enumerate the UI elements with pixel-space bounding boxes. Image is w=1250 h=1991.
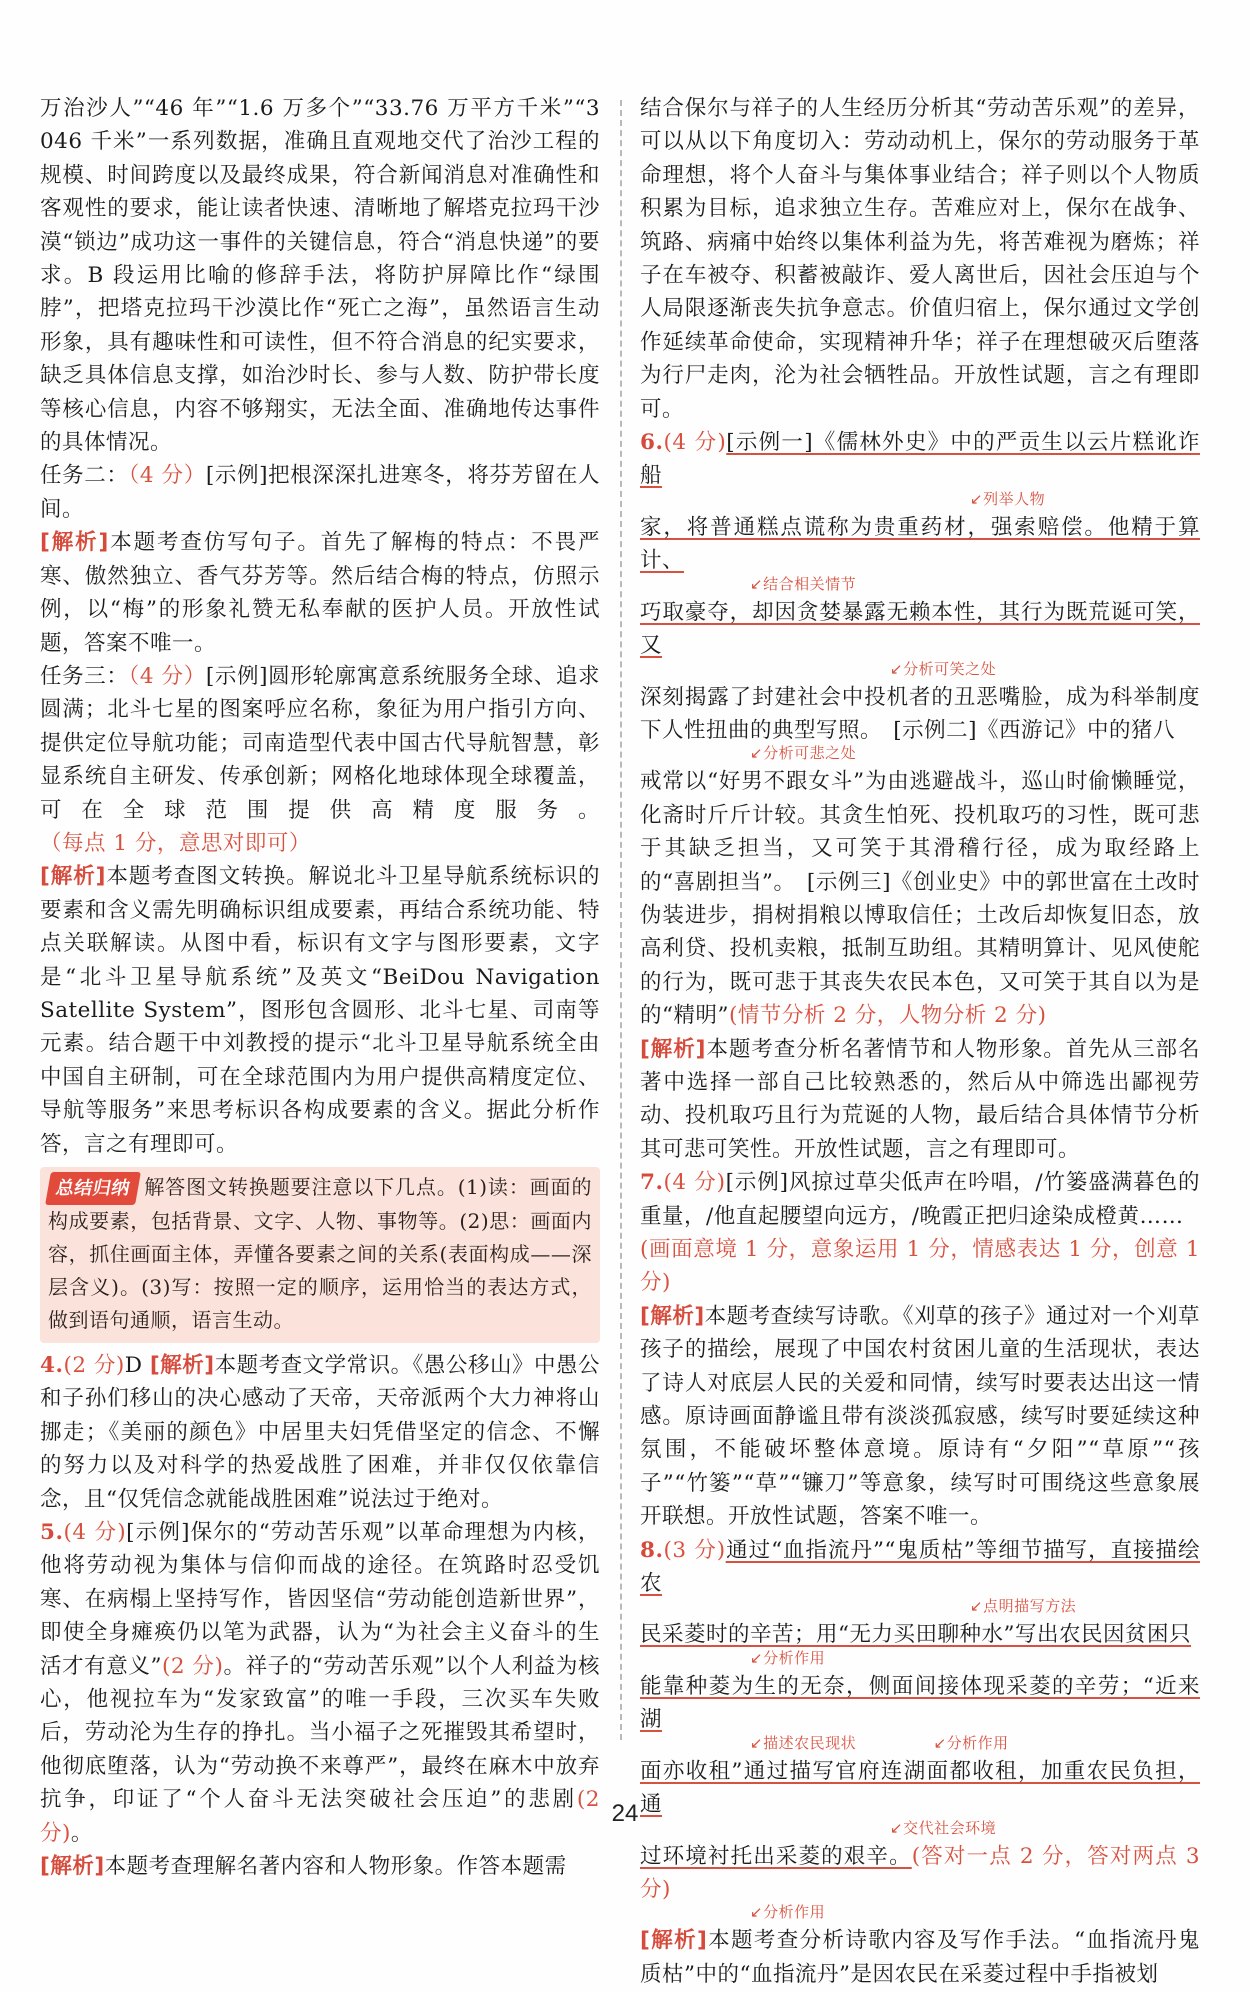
q8-line-5 <box>640 1840 1200 1907</box>
q6-note-2-text: 结合相关情节 <box>763 574 857 593</box>
q6-line-2: 家，将普通糕点谎称为贵重药材，强索赔偿。他精于算计、 <box>640 514 1200 574</box>
task3-analysis-text: 本题考查图文转换。解说北斗卫星导航系统标识的要素和含义需先明确标识组成要素，再结合系统功能、特点关联解读。从图中看，标识有文字与图形要素，文字是“北斗卫星导航系统”及英文“BeiDou Navigation Satellite System”，图形包含圆形、北斗七星、司南等元素。结合题干中刘教授的提示“北斗卫星导航系统全由中国自主研制，可在全球范围内为用户提供高精度定位、导航等服务”来思考标识各构成要素的含义。据此分析作答，言之有理即可。 <box>40 864 600 1157</box>
q5-end: 。 <box>70 1820 93 1846</box>
analysis-tag: [解析] <box>40 1854 105 1880</box>
q8-line-5-text: 过环境衬托出采菱的艰辛。 <box>640 1843 912 1869</box>
q7-text: [示例]风掠过草尖低声在吟唱，/竹篓盛满暮色的重量，/他直起腰望向远方，/晚霞正把归途染成橙黄…… <box>640 1170 1200 1229</box>
q7-score: (4 分) <box>663 1170 726 1196</box>
q8-score: (3 分) <box>663 1537 726 1563</box>
task2-score: （4 分） <box>128 463 206 489</box>
q7-score-detail: (画面意境 1 分，意象运用 1 分，情感表达 1 分，创意 1 分) <box>640 1237 1200 1296</box>
q6-note-2: ↙结合相关情节 <box>750 574 857 593</box>
q6-line-1: [示例一]《儒林外史》中的严贡生以云片糕讹诈船 <box>640 430 1200 489</box>
q8-line-1: 通过“血指流丹”“鬼质枯”等细节描写，直接描绘农 <box>640 1537 1200 1597</box>
q8-note-4-text: 交代社会环境 <box>903 1818 997 1837</box>
q6-note-4: ↙分析可悲之处 <box>750 744 857 763</box>
q8-note-2-text: 分析作用 <box>763 1648 826 1667</box>
q7-analysis <box>640 1300 1200 1534</box>
summary-text: 解答图文转换题要注意以下几点。(1)读：画面的构成要素，包括背景、文字、人物、事物等。(2)思：画面内容，抓住画面主体，弄懂各要素之间的关系(表面构成——深层含义)。(3)写：按照一定的顺序，运用恰当的表达方式，做到语句通顺，语言生动。 <box>48 1175 592 1332</box>
q5-text-b: 。祥子的“劳动苦乐观”以个人利益为核心，他视拉车为“发家致富”的唯一手段，三次买车失败后，劳动沦为生存的挣扎。当小福子之死摧毁其希望时，他彻底堕落，认为“劳动换不来尊严”，最终在麻木中放弃抗争，印证了“个人奋斗无法突破社会压迫”的悲剧 <box>40 1653 600 1813</box>
task3-text: [示例]圆形轮廓寓意系统服务全球、追求圆满；北斗七星的图案呼应名称，象征为用户指引方向、提供定位导航功能；司南造型代表中国古代导航智慧，彰显系统自主研发、传承创新；网格化地球体现全球覆盖，可在全球范围提供高精度服务。 <box>40 663 600 823</box>
q5-analysis-continued: 结合保尔与祥子的人生经历分析其“劳动苦乐观”的差异，可以从以下角度切入：劳动动机上，保尔的劳动服务于革命理想，将个人奋斗与集体事业结合；祥子则以个人物质积累为目标，追求独立生存。苦难应对上，保尔在战争、筑路、病痛中始终以集体利益为先，将苦难视为磨炼；祥子在车被夺、积蓄被敲诈、爱人离世后，因社会压迫与个人局限逐渐丧失抗争意志。价值归宿上，保尔通过文学创作延续革命使命，实现精神升华；祥子在理想破灭后堕落为行尸走肉，沦为社会牺牲品。开放性试题，言之有理即可。 <box>640 96 1200 422</box>
task2-text: [示例]把根深深扎进寒冬，将芬芳留在人间。 <box>40 463 600 522</box>
analysis-tag: [解析] <box>640 1303 705 1329</box>
question-7 <box>640 1166 1200 1233</box>
task3-analysis <box>40 860 600 1161</box>
q5-number: 5. <box>40 1520 64 1546</box>
q5-score-b: (2 分) <box>40 1787 600 1846</box>
task3-points: （每点 1 分，意思对即可） <box>40 830 311 856</box>
q5-score-a: (2 分) <box>161 1653 224 1679</box>
task3-score: （4 分） <box>128 663 206 689</box>
question-6-line-1 <box>640 426 1200 493</box>
q8-note-5-text: 分析作用 <box>763 1903 826 1922</box>
analysis-tag: [解析] <box>149 1353 215 1378</box>
q8-note-2: ↙分析作用 <box>750 1648 826 1667</box>
summary-box <box>40 1167 600 1343</box>
q8-analysis-text: 本题考查分析诗歌内容及写作手法。“血指流丹鬼质枯”中的“血指流丹”是因农民在采菱过程中手指被划 <box>640 1928 1200 1987</box>
q8-note-1: ↙点明描写方法 <box>970 1597 1077 1616</box>
analysis-tag: [解析] <box>40 530 109 556</box>
q5-text-a: [示例]保尔的“劳动苦乐观”以革命理想为内核，他将劳动视为集体与信仰而战的途径。在筑路时忍受饥寒、在病榻上坚持写作，皆因坚信“劳动能创造新世界”，即使全身瘫痪仍以笔为武器，认为“为社会主义奋斗的生活才有意义” <box>40 1520 600 1679</box>
q6-number: 6. <box>640 430 664 456</box>
column-divider <box>620 100 622 1740</box>
analysis-tag: [解析] <box>40 864 107 890</box>
question-8-line-1 <box>640 1534 1200 1601</box>
q8-note-4: ↙交代社会环境 <box>890 1818 997 1837</box>
q8-line-3: 能靠种菱为生的无奈，侧面间接体现采菱的辛劳；“近来湖 <box>640 1673 1200 1733</box>
q6-analysis <box>640 1033 1200 1167</box>
task3-answer <box>40 660 600 860</box>
q8-note-3: ↙描述农民现状 ↙分析作用 <box>750 1733 1009 1752</box>
q8-analysis <box>640 1924 1200 1991</box>
task2-analysis-text: 本题考查仿写句子。首先了解梅的特点：不畏严寒、傲然独立、香气芬芳等。然后结合梅的特点，仿照示例，以“梅”的形象礼赞无私奉献的医护人员。开放性试题，答案不唯一。 <box>40 530 600 656</box>
task2-label: 任务二： <box>40 463 129 489</box>
analysis-tag: [解析] <box>640 1928 708 1954</box>
q6-note-4-text: 分析可悲之处 <box>763 744 857 763</box>
q8-score-detail: (答对一点 2 分，答对两点 3 分) <box>640 1843 1200 1902</box>
summary-badge: 总结归纳 <box>45 1172 141 1205</box>
q6-note-3-text: 分析可笑之处 <box>903 659 997 678</box>
q6-line-4: 深刻揭露了封建社会中投机者的丑恶嘴脸，成为科举制度下人性扭曲的典型写照。 [示例二]《西游记》中的猪八 <box>640 684 1200 743</box>
q5-score: (4 分) <box>63 1520 127 1546</box>
q6-score: (4 分) <box>663 430 727 456</box>
task2-answer <box>40 459 600 526</box>
q6-note-1: ↙列举人物 <box>970 489 1046 508</box>
left-column <box>40 92 600 1884</box>
q8-note-5: ↙分析作用 <box>750 1903 826 1922</box>
page-number: 24 <box>611 1800 639 1827</box>
q6-note-3: ↙分析可笑之处 <box>890 659 997 678</box>
q4-number: 4. <box>40 1353 64 1378</box>
q7-analysis-text: 本题考查续写诗歌。《刈草的孩子》通过对一个刈草孩子的描绘，展现了中国农村贫困儿童的生活现状，表达了诗人对底层人民的关爱和同情，续写时要表达出这一情感。原诗画面静谧且带有淡淡孤寂感，续写时要延续这种氛围，不能破坏整体意境。原诗有“夕阳”“草原”“孩子”“竹篓”“草”“镰刀”等意象，续写时可围绕这些意象展开联想。开放性试题，答案不唯一。 <box>640 1303 1200 1530</box>
q8-line-2: 民采菱时的辛苦；用“无力买田聊种水”写出农民因贫困只 <box>640 1622 1191 1648</box>
q8-note-3a-text: 描述农民现状 <box>763 1733 857 1752</box>
q8-number: 8. <box>640 1537 664 1563</box>
q4-score: (2 分) <box>63 1353 125 1378</box>
q5-analysis <box>40 1850 600 1883</box>
q6-note-1-text: 列举人物 <box>983 489 1046 508</box>
q6-line-5-text: 戒常以“好男不跟女斗”为由逃避战斗，巡山时偷懒睡觉，化斋时斤斤计较。其贪生怕死、投机取巧的习性，既可悲于其缺乏担当，又可笑于其滑稽行径，成为取经路上的“喜剧担当”。 [示例三]《创业史》中的郭世富在土改时伪装进步，捐树捐粮以博取信任；土改后却恢复旧态，放高利贷、投机卖粮，抵制互助组。其精明算计、见风使舵的行为，既可悲于其丧失农民本色，又可笑于其自以为是的“精明” <box>640 769 1200 1029</box>
q6-score-detail: (情节分析 2 分，人物分析 2 分) <box>728 1003 1047 1029</box>
q8-line-4: 面亦收租”通过描写官府连湖面都收租，加重农民负担，通 <box>640 1758 1200 1818</box>
right-column <box>640 92 1200 1991</box>
q4-analysis: 本题考查文学常识。《愚公移山》中愚公和子孙们移山的决心感动了天帝，天帝派两个大力神将山挪走；《美丽的颜色》中居里夫妇凭借坚定的信念、不懈的努力以及对科学的热爱战胜了困难，并非仅仅依靠信念，且“仅凭信念就能战胜困难”说法过于绝对。 <box>40 1353 600 1512</box>
q8-note-3b-text: 分析作用 <box>946 1733 1009 1752</box>
task2-analysis <box>40 526 600 660</box>
q6-line-3: 巧取豪夺，却因贪婪暴露无赖本性，其行为既荒诞可笑，又 <box>640 599 1200 659</box>
analysis-tag: [解析] <box>640 1036 707 1062</box>
q6-analysis-text: 本题考查分析名著情节和人物形象。首先从三部名著中选择一部自己比较熟悉的，然后从中筛选出鄙视劳动、投机取巧且行为荒诞的人物，最后结合具体情节分析其可悲可笑性。开放性试题，言之有理即可。 <box>640 1036 1200 1162</box>
task3-label: 任务三： <box>40 663 129 689</box>
q6-line-5 <box>640 765 1200 1032</box>
news-analysis-paragraph: 万治沙人”“46 年”“1.6 万多个”“33.76 万平方千米”“3 046 千米”一系列数据，准确且直观地交代了治沙工程的规模、时间跨度以及最终成果，符合新闻消息对准确性和客观性的要求，能让读者快速、清晰地了解塔克拉玛干沙漠“锁边”成功这一事件的关键信息，符合“消息快递”的要求。B 段运用比喻的修辞手法，将防护屏障比作“绿围脖”，把塔克拉玛干沙漠比作“死亡之海”，虽然语言生动形象，具有趣味性和可读性，但不符合消息的纪实要求，缺乏具体信息支撑，如治沙时长、参与人数、防护带长度等核心信息，内容不够翔实，无法全面、准确地传达事件的具体情况。 <box>40 96 600 456</box>
q5-analysis-text: 本题考查理解名著内容和人物形象。作答本题需 <box>104 1854 567 1880</box>
question-4 <box>40 1349 600 1516</box>
q7-number: 7. <box>640 1170 664 1196</box>
q4-answer: D <box>124 1353 143 1378</box>
q8-note-1-text: 点明描写方法 <box>983 1597 1077 1616</box>
